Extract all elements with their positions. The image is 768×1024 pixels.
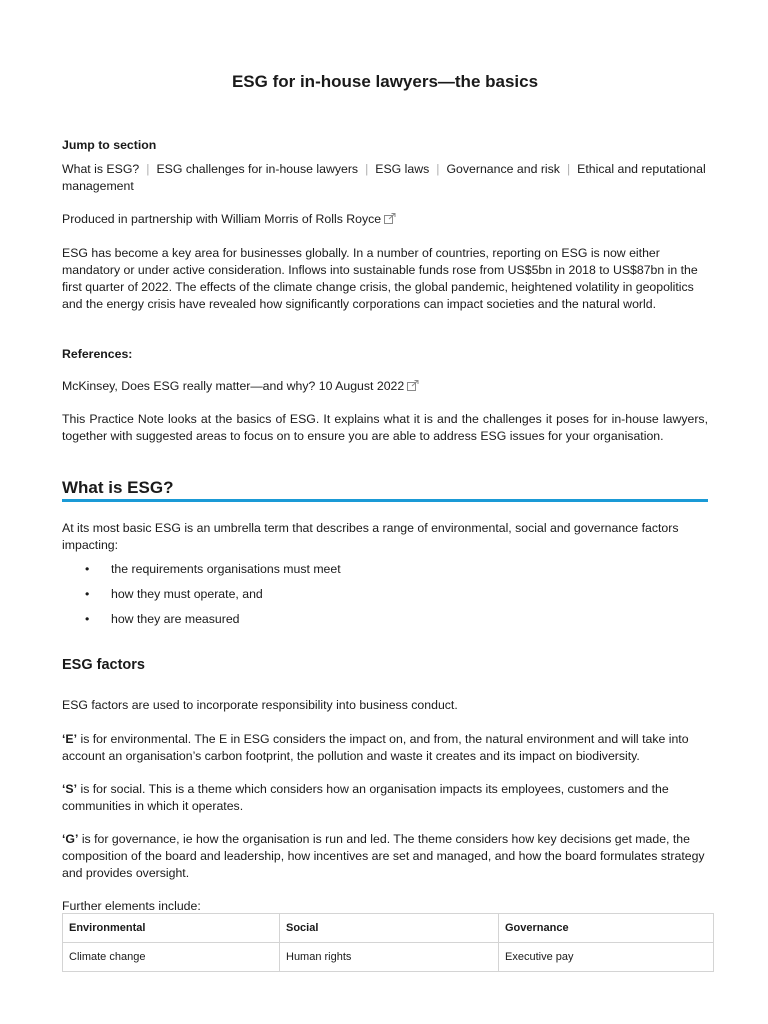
factor-text-e: is for environmental. The E in ESG considers the impact on, and from, the natural environment and will take into account an organisation’s carbon footprint, the pollution and waste it creates and its impact on biodiversity. bbox=[62, 732, 689, 763]
table-header-social: Social bbox=[280, 914, 499, 943]
list-item bbox=[62, 586, 708, 611]
intro-paragraph: ESG has become a key area for businesses globally. In a number of countries, reporting on ESG is now either mandatory or under active consideration. Inflows into sustainable funds rose from US$5bn in 2018 to US$87bn in the first quarter of 2022. The effects of the climate change crisis, the global pandemic, heightened volatility in geopolitics and the energy crisis have revealed how significantly corporations can impact societies and the natural world. bbox=[62, 246, 698, 311]
table-header-environmental: Environmental bbox=[63, 914, 280, 943]
section-nav bbox=[62, 161, 708, 195]
table-header-row bbox=[63, 914, 714, 943]
external-link-icon[interactable] bbox=[384, 212, 396, 229]
reference-item bbox=[62, 378, 708, 396]
table-row bbox=[63, 943, 714, 972]
list-item-text: how they must operate, and bbox=[111, 587, 263, 601]
table-cell: Human rights bbox=[280, 943, 499, 972]
list-item bbox=[62, 561, 708, 586]
factor-label-s: ‘S’ bbox=[62, 782, 78, 796]
nav-separator: | bbox=[365, 162, 369, 176]
list-item-text: how they are measured bbox=[111, 612, 240, 626]
esg-elements-table bbox=[62, 913, 714, 972]
list-item-text: the requirements organisations must meet bbox=[111, 562, 341, 576]
table-cell: Climate change bbox=[63, 943, 280, 972]
nav-link-ethical-reputational[interactable]: Ethical and reputational management bbox=[62, 162, 706, 193]
impact-bullet-list bbox=[62, 561, 708, 636]
section-divider bbox=[62, 499, 708, 502]
factor-environmental bbox=[62, 731, 708, 765]
bullet-icon: • bbox=[85, 587, 90, 601]
external-link-icon[interactable] bbox=[407, 379, 419, 396]
factor-text-s: is for social. This is a theme which considers how an organisation impacts its employees, customers and the communities in which it operates. bbox=[62, 782, 669, 813]
bullet-icon: • bbox=[85, 562, 90, 576]
what-is-esg-intro: At its most basic ESG is an umbrella term that describes a range of environmental, social and governance factors impacting: bbox=[62, 521, 679, 552]
section-heading-what-is-esg: What is ESG? bbox=[62, 478, 174, 497]
produced-text[interactable]: Produced in partnership with William Morris of Rolls Royce bbox=[62, 212, 382, 226]
nav-separator: | bbox=[146, 162, 150, 176]
nav-link-what-is-esg[interactable]: What is ESG? bbox=[62, 162, 140, 176]
factors-intro: ESG factors are used to incorporate responsibility into business conduct. bbox=[62, 698, 458, 712]
further-elements-label: Further elements include: bbox=[62, 899, 201, 913]
factor-governance bbox=[62, 831, 708, 882]
nav-link-esg-laws[interactable]: ESG laws bbox=[375, 162, 430, 176]
references-heading: References: bbox=[62, 347, 133, 361]
table-header-governance: Governance bbox=[499, 914, 714, 943]
subheading-esg-factors: ESG factors bbox=[62, 657, 145, 673]
jump-to-section-heading: Jump to section bbox=[62, 138, 157, 152]
factor-label-g: ‘G’ bbox=[62, 832, 79, 846]
produced-in-partnership bbox=[62, 211, 708, 229]
table-cell: Executive pay bbox=[499, 943, 714, 972]
factor-label-e: ‘E’ bbox=[62, 732, 78, 746]
factor-text-g: is for governance, ie how the organisation is run and led. The theme considers how key decisions get made, the composition of the board and leadership, how incentives are set and managed, and how the board formulates strategy and provides oversight. bbox=[62, 832, 705, 880]
nav-separator: | bbox=[566, 162, 571, 176]
page-title: ESG for in-house lawyers—the basics bbox=[231, 72, 539, 91]
factor-social bbox=[62, 781, 708, 815]
reference-link[interactable]: McKinsey, Does ESG really matter—and why? 10 August 2022 bbox=[62, 379, 405, 393]
nav-separator: | bbox=[436, 162, 440, 176]
nav-link-esg-challenges[interactable]: ESG challenges for in-house lawyers bbox=[156, 162, 359, 176]
list-item bbox=[62, 611, 708, 636]
practice-note-paragraph: This Practice Note looks at the basics of ESG. It explains what it is and the challenges it poses for in-house lawyers, together with suggested areas to focus on to ensure you are able to address ESG issues for your organisation. bbox=[62, 412, 708, 443]
nav-link-governance-risk[interactable]: Governance and risk bbox=[446, 162, 560, 176]
bullet-icon: • bbox=[85, 612, 90, 626]
